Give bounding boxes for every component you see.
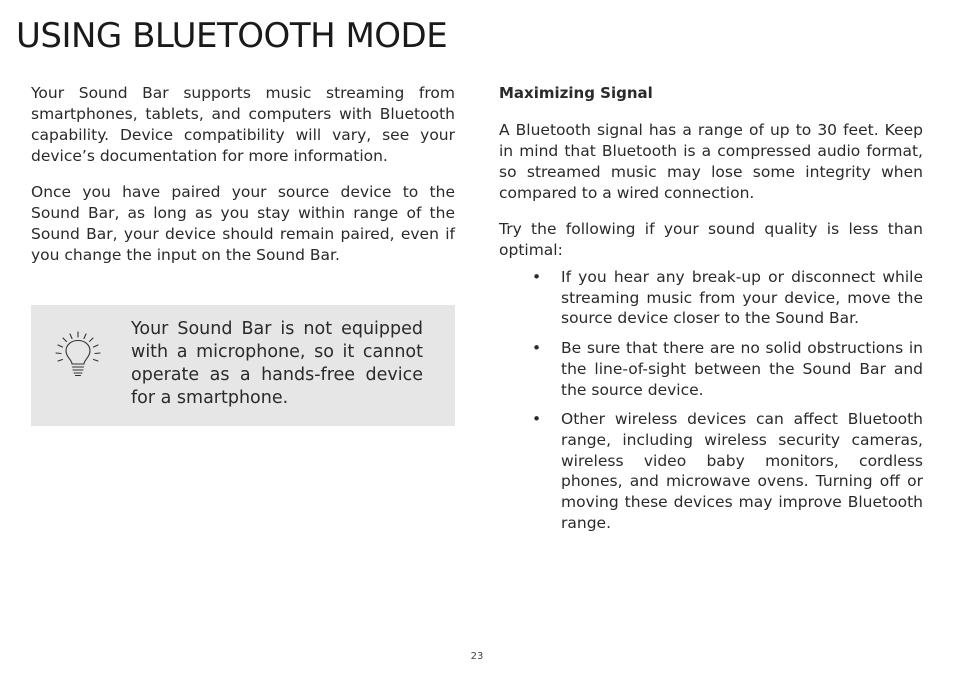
range-paragraph: A Bluetooth signal has a range of up to 30 feet. Keep in mind that Bluetooth is a compressed audio format, so streamed music may lose some integrity when compared to a wired connection. (499, 121, 923, 202)
pairing-paragraph: Once you have paired your source device to the Sound Bar, as long as you stay within range of the Sound Bar, your device should remain paired, even if you change the input on the Sound Bar. (31, 183, 455, 264)
right-column (499, 83, 923, 542)
tip-text: Other wireless devices can affect Bluetooth range, including wireless security cameras, wireless video baby monitors, cordless phones, and microwave ovens. Turning off or moving these devices may improve Bluetooth range. (561, 410, 923, 532)
page-title: USING BLUETOOTH MODE (16, 16, 448, 56)
note-text: Your Sound Bar is not equipped with a microphone, so it cannot operate as a hands-free device for a smartphone. (131, 319, 423, 408)
left-column (31, 83, 455, 281)
list-item (499, 338, 923, 400)
intro-paragraph: Your Sound Bar supports music streaming from smartphones, tablets, and computers with Bluetooth capability. Device compatibility will vary, see your device’s documentation for more information. (31, 84, 455, 165)
tips-list (499, 267, 923, 533)
lightbulb-icon (53, 330, 103, 380)
tips-intro-paragraph: Try the following if your sound quality is less than optimal: (499, 220, 923, 259)
page-number: 23 (470, 651, 484, 662)
list-item (499, 267, 923, 329)
bullet-icon: • (532, 268, 542, 286)
section-heading: Maximizing Signal (499, 84, 653, 102)
tip-text: Be sure that there are no solid obstructions in the line-of-sight between the Sound Bar and the source device. (561, 339, 923, 399)
bullet-icon: • (532, 410, 542, 429)
tip-text: If you hear any break-up or disconnect while streaming music from your device, move the source device closer to the Sound Bar. (561, 268, 923, 328)
list-item (499, 409, 923, 533)
bullet-icon: • (532, 339, 542, 358)
